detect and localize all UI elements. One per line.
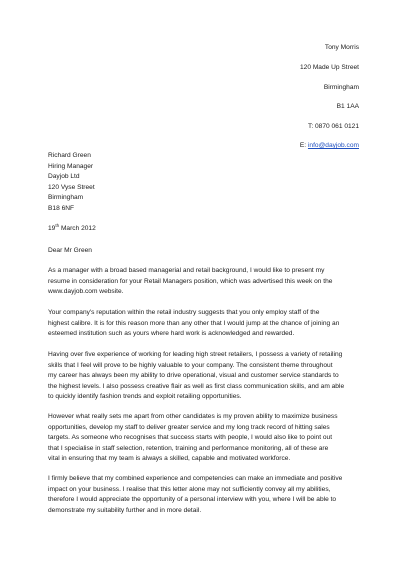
paragraph-2 [48,308,360,340]
sender-email-prefix: E: [299,142,308,149]
paragraph-line: I firmly believe that my combined experience and competencies can make an immediate and positive [48,475,343,482]
sender-city: Birmingham [323,84,359,91]
paragraph-line: demonstrate my suitability further and in more detail. [48,506,202,514]
paragraph-1 [48,266,360,298]
paragraph-line: therefore I would appreciate the opportunity of a personal interview with you, where I will be able to [48,496,337,503]
sender-street: 120 Made Up Street [299,64,359,71]
paragraph-line: resume in consideration for your Retail Managers position, which was advertised this week on the [48,277,333,285]
paragraph-line: targets. As someone who recognises that success starts with people, I would also like to point out [48,434,333,441]
letter-date [48,222,96,233]
sender-postcode: B1 1AA [336,103,359,110]
paragraph-line: www.dayjob.com website. [48,288,124,295]
recipient-postcode: B18 6NF [48,205,75,212]
paragraph-line: esteemed institution such as yours where hard work is acknowledged and rewarded. [48,330,295,337]
paragraph-line: However what really sets me apart from other candidates is my proven ability to maximize business [48,413,338,420]
paragraph-line: my career has always been my ability to drive operational, visual and customer service standards to [48,372,339,379]
paragraph-line: Your company's reputation within the retail industry suggests that you only employ staff of the [48,309,320,316]
paragraph-line: vital in ensuring that my team is always a skilled, capable and motivated workforce. [48,455,291,462]
recipient-title: Hiring Manager [48,163,94,170]
sender-email-line [300,142,359,150]
recipient-name: Richard Green [48,152,91,159]
paragraph-line: the highest levels. I also possess creative flair as well as first class communication skills, and am able [48,382,345,390]
date-rest: March 2012 [59,225,96,232]
paragraph-line: impact on your business. I realise that this letter alone may not sufficiently convey all my abilities, [48,485,331,493]
paragraph-3 [48,350,360,403]
paragraph-5 [48,474,360,516]
sender-email-link[interactable]: info@dayjob.com [307,142,359,149]
date-suffix: th [55,222,60,228]
paragraph-line: As a manager with a broad based managerial and retail background, I would like to present my [48,267,325,274]
recipient-company: Dayjob Ltd [48,173,80,180]
paragraph-line: Having over five experience of working for leading high street retailers, I possess a variety of retailing [48,351,343,358]
salutation: Dear Mr Green [48,247,92,254]
date-day: 19 [48,225,56,232]
paragraph-line: opportunities, develop my staff to deliver greater service and my long track record of hitting sales [48,423,330,431]
recipient-city: Birmingham [48,194,84,201]
paragraph-line: skills that I feel will prove to be highly valuable to your company. The consistent theme throughout [48,361,333,369]
sender-name: Tony Morris [324,44,359,51]
recipient-street: 120 Vyse Street [48,184,95,191]
paragraph-4 [48,412,360,465]
paragraph-line: to quickly identify fashion trends and exploit retailing opportunities. [48,393,242,400]
paragraph-line: that I specialise in staff selection, retention, training and performance monitoring, all of these are [48,444,329,452]
sender-phone: T: 0870 061 0121 [308,123,359,130]
paragraph-line: highest calibre. It is for this reason more than any other that I would jump at the chance of joining an [48,319,340,327]
